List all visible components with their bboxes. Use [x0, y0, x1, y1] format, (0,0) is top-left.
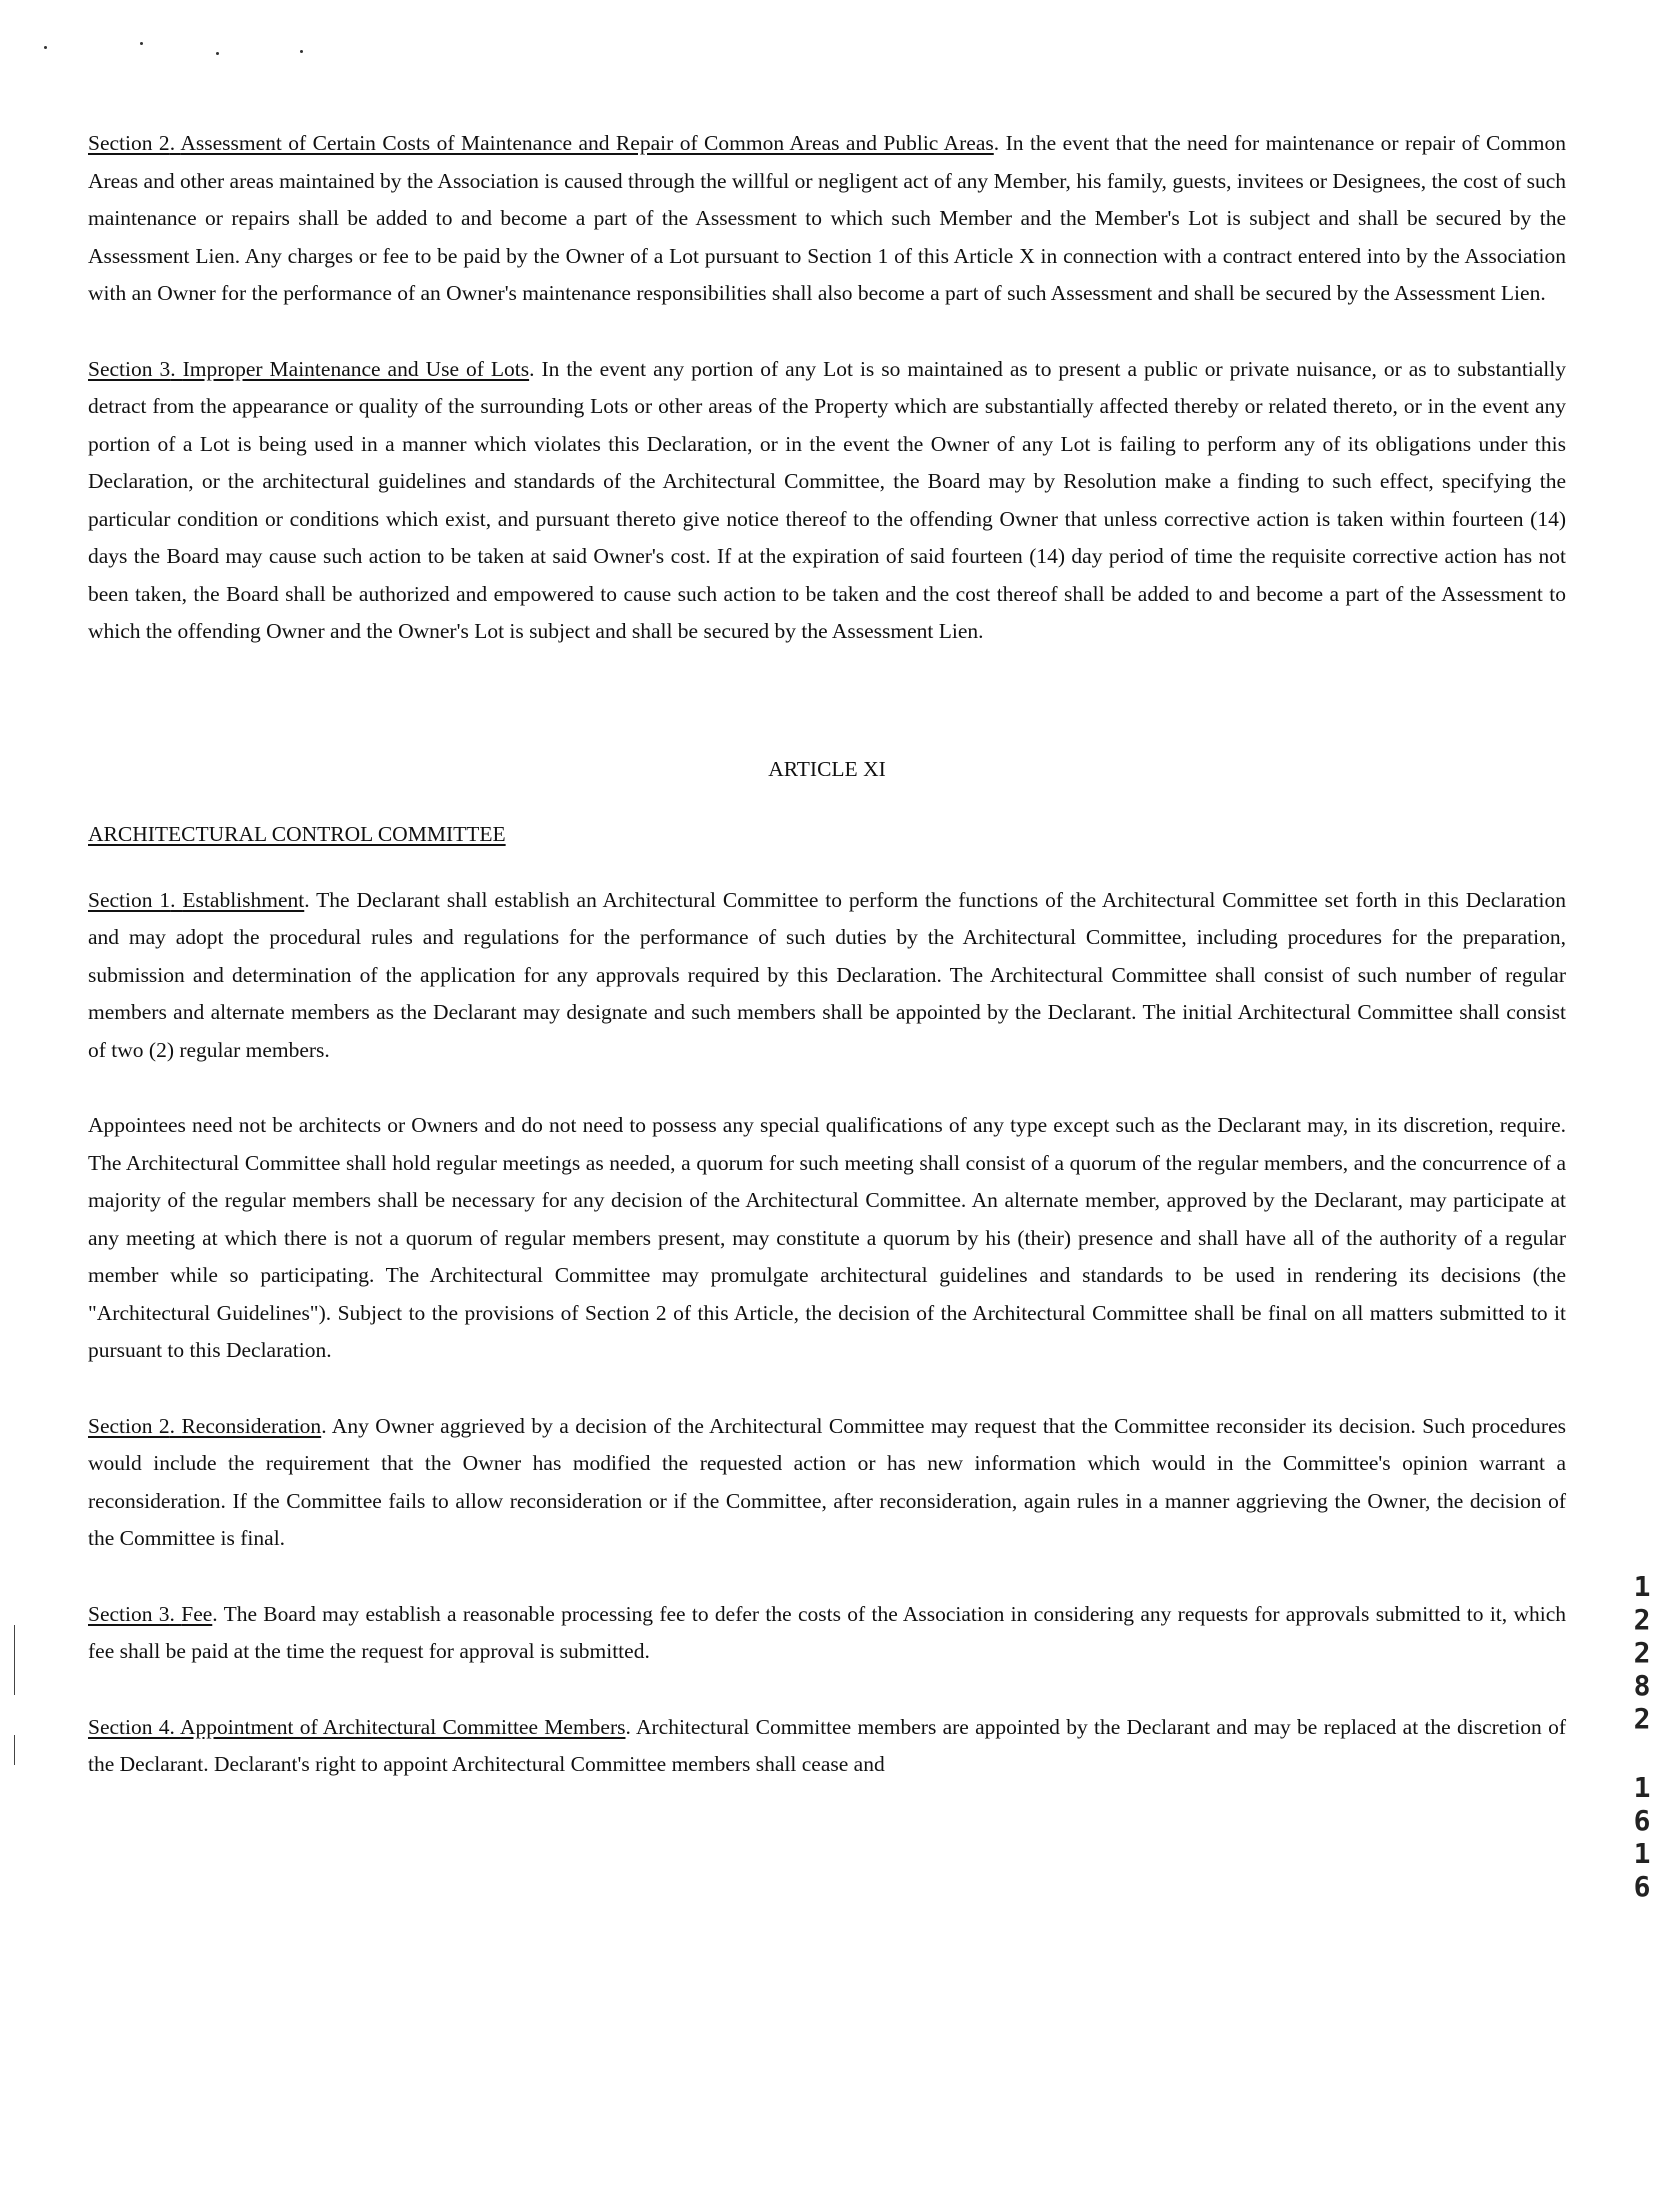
- xi-section-4-heading: Section 4. Appointment of Architectural Committee Members: [88, 1714, 626, 1739]
- stamp-digit: 2: [1633, 1636, 1651, 1669]
- appointees-paragraph: Appointees need not be architects or Owners and do not need to possess any special qualifications of any type except such as the Declarant may, in its discretion, require. The Architectural Committee shall hold regular meetings as needed, a quorum for such meeting shall consist of a quorum of the regular members, and the concurrence of a majority of the regular members shall be necessary for any decision of the Architectural Committee. An alternate member, approved by the Declarant, may participate at any meeting at which there is not a quorum of regular members present, may constitute a quorum by his (their) presence and shall have all of the authority of a regular member while so participating. The Architectural Committee may promulgate architectural guidelines and standards to be used in rendering its decisions (the "Architectural Guidelines"). Subject to the provisions of Section 2 of this Article, the decision of the Architectural Committee shall be final on all matters submitted to it pursuant to this Declaration.: [88, 1113, 1566, 1362]
- article-heading: ARCHITECTURAL CONTROL COMMITTEE: [88, 822, 506, 846]
- scan-specks: [40, 40, 320, 60]
- section-2-heading: Section 2. Assessment of Certain Costs of Maintenance and Repair of Common Areas and Public Areas: [88, 131, 994, 155]
- xi-section-4-paragraph: Section 4. Appointment of Architectural Committee Members. Architectural Committee members are appointed by the Declarant and may be replaced at the discretion of the Declarant. Declarant's right to appoint Architectural Committee members shall cease and: [88, 1714, 1566, 1776]
- stamp-digit: 6: [1633, 1804, 1651, 1837]
- xi-section-1-paragraph: Section 1. Establishment. The Declarant shall establish an Architectural Committee to perform the functions of the Architectural Committee set forth in this Declaration and may adopt the procedural rules and regulations for the performance of such duties by the Architectural Committee, including procedures for the preparation, submission and determination of the application for any approvals required by this Declaration. The Architectural Committee shall consist of such number of regular members and alternate members as the Declarant may designate and such members shall be appointed by the Declarant. The initial Architectural Committee shall consist of two (2) regular members.: [88, 887, 1566, 1062]
- document-body: [88, 125, 1566, 1822]
- stamp-digit: 1: [1633, 1771, 1651, 1804]
- xi-section-3-heading: Section 3. Fee: [88, 1601, 213, 1626]
- stamp-gap: [1627, 1735, 1657, 1771]
- xi-section-2-paragraph: Section 2. Reconsideration. Any Owner aggrieved by a decision of the Architectural Committee may request that the Committee reconsider its decision. Such procedures would include the requirement that the Owner has modified the requested action or has new information which would in the Committee's opinion warrant a reconsideration. If the Committee fails to allow reconsideration or if the Committee, after reconsideration, again rules in a manner aggrieving the Owner, the decision of the Committee is final.: [88, 1413, 1566, 1550]
- recording-number-stamp: [1627, 1570, 1657, 1903]
- scan-speck: [300, 50, 303, 53]
- scan-speck: [44, 46, 47, 49]
- xi-section-2-heading: Section 2. Reconsideration: [88, 1413, 322, 1438]
- xi-section-3-paragraph: Section 3. Fee. The Board may establish a reasonable processing fee to defer the costs of the Association in considering any requests for approvals submitted to it, which fee shall be paid at the time the request for approval is submitted.: [88, 1601, 1566, 1663]
- stamp-digit: 2: [1633, 1603, 1651, 1636]
- stamp-digit: 1: [1633, 1570, 1651, 1603]
- stamp-digit: 2: [1633, 1702, 1651, 1735]
- xi-section-1-heading: Section 1. Establishment: [88, 887, 305, 912]
- section-2-paragraph: Section 2. Assessment of Certain Costs of Maintenance and Repair of Common Areas and Public Areas. In the event that the need for maintenance or repair of Common Areas and other areas maintained by the Association is caused through the willful or negligent act of any Member, his family, guests, invitees or Designees, the cost of such maintenance or repairs shall be added to and become a part of the Assessment to which such Member and the Member's Lot is subject and shall be secured by the Assessment Lien. Any charges or fee to be paid by the Owner of a Lot pursuant to Section 1 of this Article X in connection with a contract entered into by the Association with an Owner for the performance of an Owner's maintenance responsibilities shall also become a part of such Assessment and shall be secured by the Assessment Lien.: [88, 131, 1566, 305]
- stamp-digit: 8: [1633, 1669, 1651, 1702]
- scan-speck: [216, 52, 219, 55]
- stamp-digit: 1: [1633, 1837, 1651, 1870]
- section-3-paragraph: Section 3. Improper Maintenance and Use of Lots. In the event any portion of any Lot is so maintained as to present a public or private nuisance, or as to substantially detract from the appearance or quality of the surrounding Lots or other areas of the Property which are substantially affected thereby or related thereto, or in the event any portion of a Lot is being used in a manner which violates this Declaration, or in the event the Owner of any Lot is failing to perform any of its obligations under this Declaration, or the architectural guidelines and standards of the Architectural Committee, the Board may by Resolution make a finding to such effect, specifying the particular condition or conditions which exist, and pursuant thereto give notice thereof to the offending Owner that unless corrective action is taken within fourteen (14) days the Board may cause such action to be taken at said Owner's cost. If at the expiration of said fourteen (14) day period of time the requisite corrective action has not been taken, the Board shall be authorized and empowered to cause such action to be taken and the cost thereof shall be added to and become a part of the Assessment to which the offending Owner and the Owner's Lot is subject and shall be secured by the Assessment Lien.: [88, 356, 1566, 643]
- margin-line: [14, 1735, 15, 1765]
- section-3-heading: Section 3. Improper Maintenance and Use of Lots: [88, 356, 530, 381]
- scan-speck: [140, 42, 143, 45]
- article-title: ARTICLE XI: [768, 756, 886, 781]
- margin-line: [14, 1625, 15, 1695]
- stamp-digit: 6: [1633, 1870, 1651, 1903]
